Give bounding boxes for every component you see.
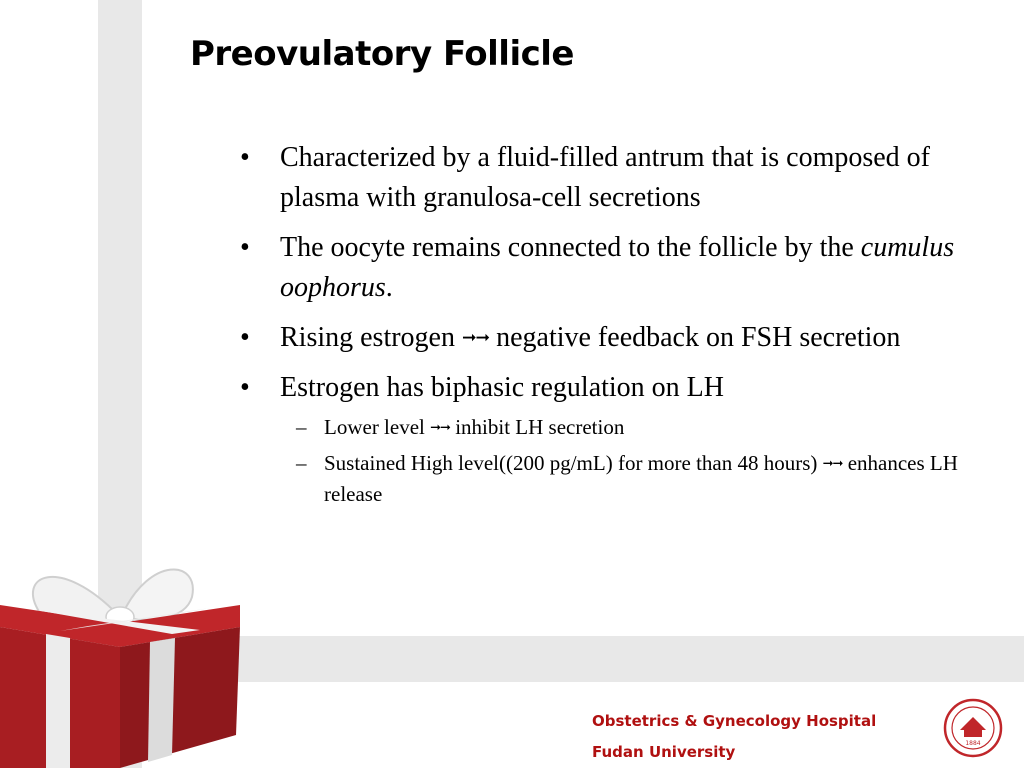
bullet-text: Rising estrogen [280,322,462,354]
bullet-dot: • [240,372,250,404]
arrow-icon: ➞➞ [462,328,490,348]
bullet-text: Characterized by a fluid-filled antrum that is composed of plasma with granulosa-cell secretions [280,142,931,213]
sub-bullet-text: Sustained High level((200 pg/mL) for more than 48 hours) [324,450,823,475]
arrow-icon: ➞➞ [430,420,450,436]
sub-bullet-text-after: inhibit LH secretion [449,415,625,440]
sub-bullet-text-after: enhances LH release [324,450,958,507]
sub-bullet-item [240,412,970,444]
bullet-dot: • [240,322,250,353]
sub-bullet-item [240,448,970,510]
bullet-text-after: negative feedback on FSH secretion [489,322,901,354]
sub-bullet-text: Lower level [324,415,431,440]
bullet-item [240,228,970,308]
footer-hospital-name: Obstetrics & Gynecology Hospital [592,712,877,730]
bullet-list [240,138,970,513]
hospital-logo-icon [943,698,1003,758]
bullet-dot: • [240,142,250,173]
svg-text:1884: 1884 [965,740,981,747]
footer-university-name: Fudan University [592,743,736,761]
arrow-icon: ➞➞ [822,456,843,472]
slide-title: Preovulatory Follicle [190,34,574,74]
gift-box-icon [0,535,250,768]
bullet-dot: • [240,232,250,263]
bullet-item [240,318,970,358]
bullet-emphasis: cumulus oophorus [280,232,955,303]
bullet-text-suffix: . [385,272,393,303]
sub-bullet-dash: – [296,450,307,475]
bullet-item [240,368,970,408]
bullet-text: The oocyte remains connected to the follicle by the [280,232,861,263]
bullet-text: Estrogen has biphasic regulation on LH [280,372,725,404]
bullet-item [240,138,970,218]
sub-bullet-dash: – [296,415,307,440]
